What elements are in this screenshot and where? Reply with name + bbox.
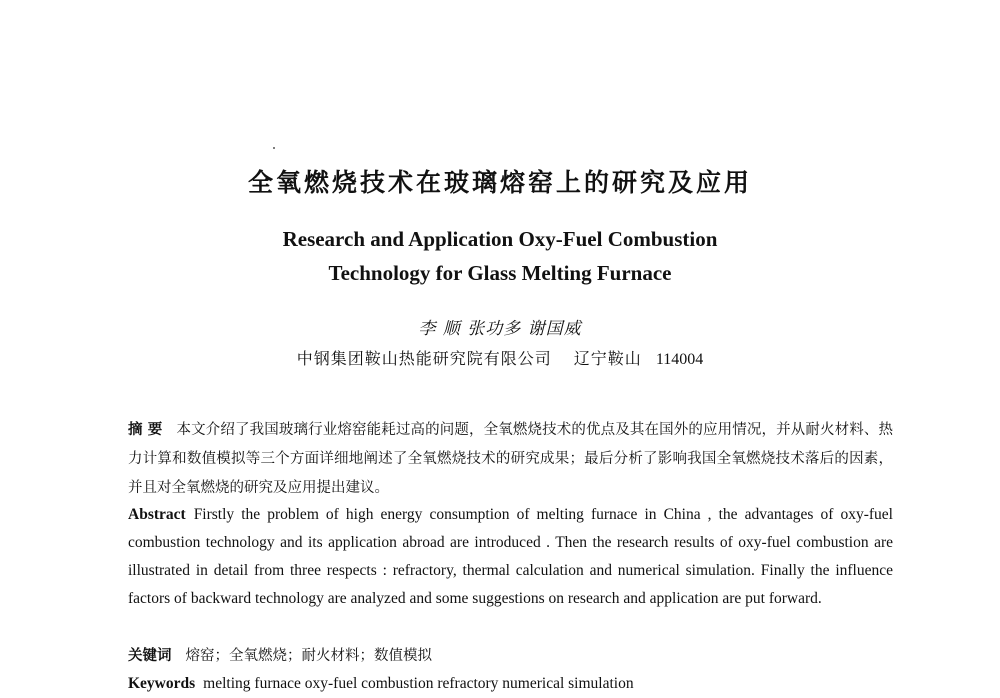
scan-speck [273, 147, 275, 149]
affiliation-zip: 114004 [655, 351, 704, 368]
title-chinese: 全氧燃烧技术在玻璃熔窑上的研究及应用 [247, 168, 752, 197]
abstract-chinese-text: 本文介绍了我国玻璃行业熔窑能耗过高的问题，全氧燃烧技术的优点及其在国外的应用情况，并从耐火材料、热力计算和数值模拟等三个方面详细地阐述了全氧燃烧技术的研究成果；最后分析了影响我国全氧燃烧技术落后的因素，并且对全氧燃烧的研究及应用提出建议。 [128, 422, 893, 496]
abstract-english-text: Firstly the problem of high energy consumption of melting furnace in China , the advantages of oxy-fuel combustion technology and its application abroad are introduced . Then the research results of oxy-fuel combustion are illustrated in detail from three respects : refractory, thermal calculation and numerical simulation. Finally the influence factors of backward technology are analyzed and some suggestions on research and application are put forward. [128, 506, 893, 607]
abstract-chinese [128, 416, 893, 503]
abstract-chinese-label: 摘 要 [128, 422, 163, 438]
keywords-chinese [128, 642, 893, 670]
keywords-chinese-label: 关键词 [128, 648, 172, 664]
abstract-english-label: Abstract [128, 506, 186, 523]
title-english [0, 222, 1000, 290]
affiliation [0, 346, 1000, 373]
title-english-line-2: Technology for Glass Melting Furnace [328, 261, 672, 285]
affiliation-org: 中钢集团鞍山热能研究院有限公司 [296, 349, 552, 368]
abstract-english [128, 501, 893, 613]
keywords-chinese-text: 熔窑；全氧燃烧；耐火材料；数值模拟 [185, 648, 432, 664]
authors: 李 顺 张功多 谢国威 [418, 319, 582, 339]
affiliation-place: 辽宁鞍山 [573, 349, 642, 368]
keywords-english-text: melting furnace oxy-fuel combustion refractory numerical simulation [203, 675, 634, 692]
title-english-line-1: Research and Application Oxy-Fuel Combustion [282, 227, 718, 251]
keywords-english [128, 670, 893, 698]
keywords-english-label: Keywords [128, 675, 196, 692]
